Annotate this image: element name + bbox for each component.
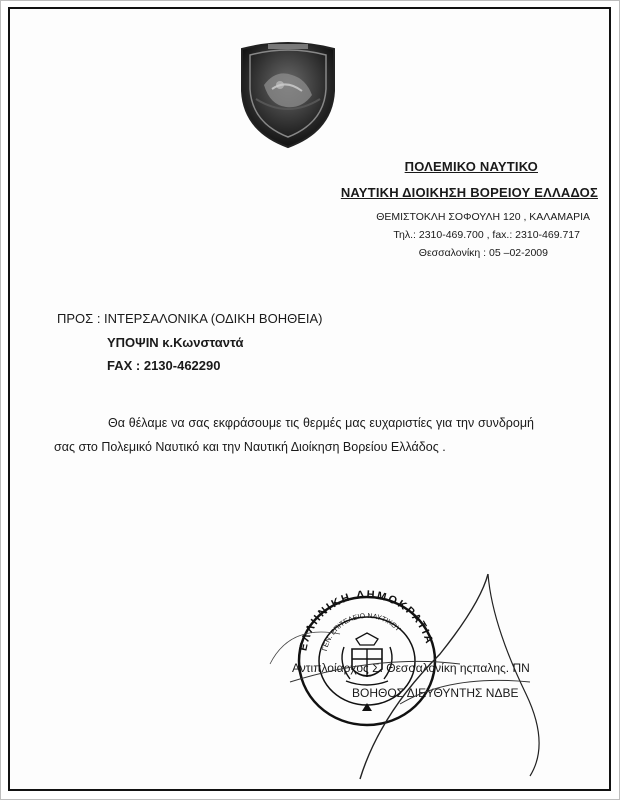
fax-line: FAX : 2130-462290 <box>107 358 221 373</box>
stamp-inner-text: ΓΕΝ. ΕΠΙΤΕΛΕΙΟ ΝΑΥΤΙΚΟΥ <box>321 612 402 652</box>
navy-crest-icon <box>236 39 340 151</box>
official-stamp-icon <box>286 589 448 729</box>
signatory-name: Αντιπλοίαρχος Σ. Θεσσαλονίκη ηςπαλης. ΠΝ <box>292 661 530 675</box>
org-address: ΘΕΜΙΣΤΟΚΛΗ ΣΟΦΟΥΛΗ 120 , ΚΑΛΑΜΑΡΙΑ <box>376 211 590 223</box>
recipient-line: ΠΡΟΣ : ΙΝΤΕΡΣΑΛΟΝΙΚΑ (ΟΔΙΚΗ ΒΟΗΘΕΙΑ) <box>57 311 323 326</box>
svg-text:ΓΕΝ. ΕΠΙΤΕΛΕΙΟ ΝΑΥΤΙΚΟΥ <box>322 613 402 652</box>
org-name: ΠΟΛΕΜΙΚΟ ΝΑΥΤΙΚΟ <box>404 159 538 174</box>
org-division: ΝΑΥΤΙΚΗ ΔΙΟΙΚΗΣΗ ΒΟΡΕΙΟΥ ΕΛΛΑΔΟΣ <box>340 185 598 200</box>
body-paragraph: Θα θέλαμε να σας εκφράσουμε τις θερμές μας ευχαριστίες για την συνδρομή σας στο Πολεμικό Ναυτικό και την Ναυτική Διοίκηση Βορείου Ελλάδος . <box>54 416 534 454</box>
signatory-title: ΒΟΗΘΟΣ ΔΙΕΥΘΥΝΤΗΣ ΝΔΒΕ <box>352 686 519 700</box>
svg-text:ΕΛΛΗΝΙΚΗ ΔΗΜΟΚΡΑΤΙΑ <box>297 589 435 652</box>
letter-body <box>54 411 534 459</box>
stamp-outer-text: ΕΛΛΗΝΙΚΗ ΔΗΜΟΚΡΑΤΙΑ <box>297 589 436 652</box>
letter-date: Θεσσαλονίκη : 05 –02-2009 <box>418 247 548 259</box>
attention-line: ΥΠΟΨΙΝ κ.Κωνσταντά <box>107 335 244 350</box>
org-contact: Τηλ.: 2310-469.700 , fax.: 2310-469.717 <box>393 229 580 241</box>
document-frame <box>8 7 611 791</box>
